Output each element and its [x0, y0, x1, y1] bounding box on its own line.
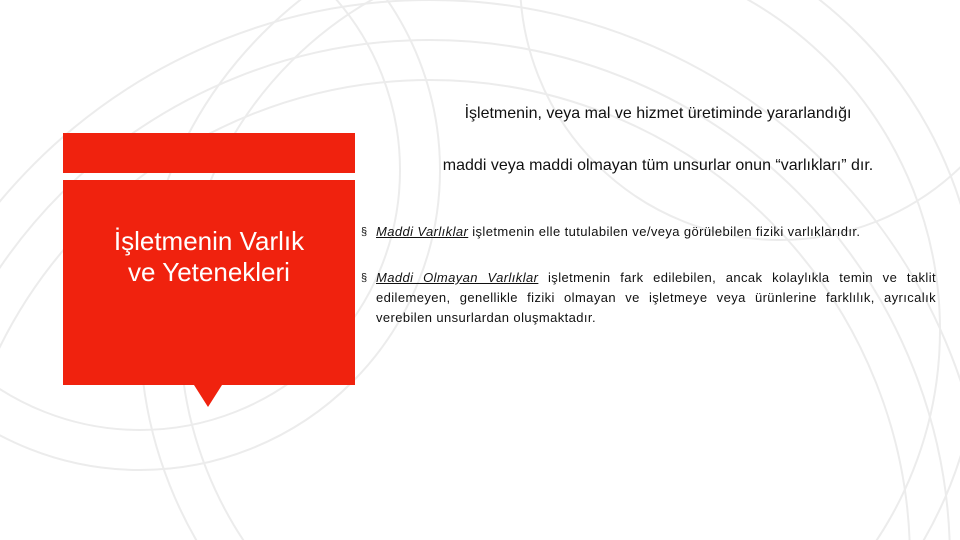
- bullet-text: işletmenin elle tutulabilen ve/veya görülebilen fiziki varlıklarıdır.: [468, 224, 861, 239]
- bullet-text: işletmenin fark edilebilen, ancak kolaylıkla temin ve taklit edilemeyen, genellikle fiziki olmayan ve işletmeye veya ürünlerine farklılık, ayrıcalık verebilen unsurlardan oluşmaktadır.: [376, 270, 936, 325]
- title-box-pointer: [194, 385, 222, 407]
- bullet-list: [360, 222, 936, 328]
- bullet-marker-icon: §: [361, 272, 368, 284]
- slide-title-line1: İşletmenin Varlık: [113, 226, 305, 256]
- intro-text: [356, 88, 960, 192]
- bullet-term: Maddi Varlıklar: [376, 224, 469, 239]
- slide-title: [63, 226, 355, 288]
- bullet-term: Maddi Olmayan Varlıklar: [376, 270, 539, 285]
- intro-line1: İşletmenin, veya mal ve hizmet üretiminde yararlandığı: [464, 105, 852, 122]
- accent-bar: [63, 133, 355, 173]
- bullet-marker-icon: §: [361, 226, 368, 238]
- bullet-item: [360, 222, 936, 242]
- intro-line2: maddi veya maddi olmayan tüm unsurlar onun “varlıkları” dır.: [442, 157, 874, 174]
- slide-title-line2: ve Yetenekleri: [128, 257, 290, 287]
- bullet-item: [360, 268, 936, 328]
